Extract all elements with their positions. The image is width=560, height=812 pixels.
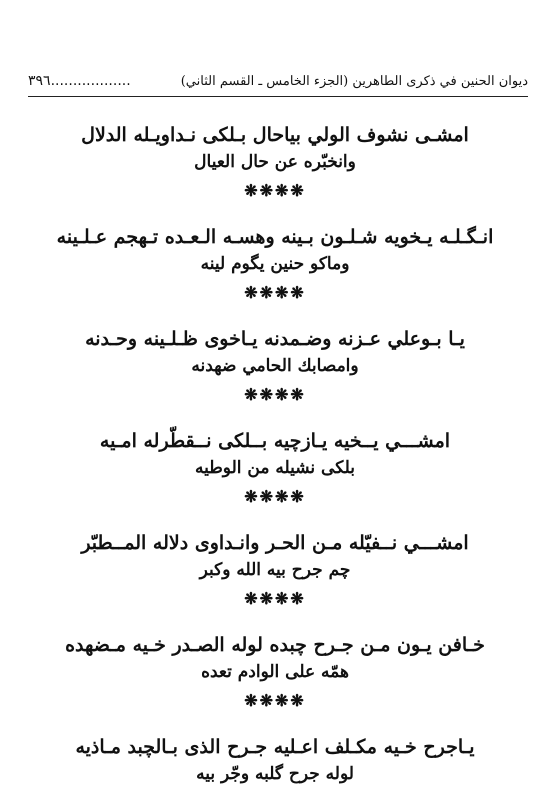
header-rule: [28, 96, 528, 97]
stanza-first-line: يـاجرح خـيه مكـلف اعـليه جـرح الذى بـالچبد مـاذيه: [75, 736, 475, 758]
stanza-separator: ❋❋❋❋: [244, 486, 306, 506]
stanza: [40, 610, 510, 712]
stanza-first-line: امشـــي نــفيّله مـن الحـر وانـداوى دلاله المــطبّر: [81, 532, 469, 554]
stanza-second-line: وماكو حنين يگوم لينه: [200, 254, 350, 274]
stanza: [40, 100, 510, 202]
stanza: [40, 304, 510, 406]
stanza-first-line: امشـى نشوف الولي بياحال بـلكى نـداويـله الدلال: [81, 124, 469, 146]
poem-body: [40, 100, 510, 790]
leader-dots: ..................: [50, 73, 131, 89]
stanza-separator: ❋❋❋❋: [244, 384, 306, 404]
stanza-first-line: انـگـلـه يـخويه شـلـون بـينه وهسـه الـعـده تـهجم عـلـينه: [56, 226, 494, 248]
stanza-second-line: لوله جرح گلبه وجّر بيه: [196, 764, 354, 784]
stanza-first-line: امشـــي يــخيه يـازچيه بــلكى نــقطّرله امـيه: [99, 430, 451, 452]
stanza: [40, 202, 510, 304]
running-header: [28, 70, 528, 92]
stanza: [40, 406, 510, 508]
stanza-separator: ❋❋❋❋: [244, 180, 306, 200]
stanza-first-line: خـافن يـون مـن جـرح چبده لوله الصـدر خـيه مـضهده: [65, 634, 485, 656]
page-number: [28, 73, 131, 89]
stanza-second-line: همّه على الوادم تعده: [201, 662, 349, 682]
stanza: [40, 508, 510, 610]
stanza-second-line: وامصابك الحامي ضهدنه: [191, 356, 359, 376]
stanza-first-line: يـا بـوعلي عـزنه وضـمدنه يـاخوى ظـلـينه وحـدنه: [85, 328, 465, 350]
stanza-separator: ❋❋❋❋: [244, 588, 306, 608]
page-number-value: ٣٩٦: [28, 73, 51, 89]
stanza-second-line: بلكى نشيله من الوطيه: [195, 458, 355, 478]
running-title: ديوان الحنين في ذكرى الطاهرين (الجزء الخامس ـ القسم الثاني): [180, 73, 528, 89]
stanza: [40, 712, 510, 790]
stanza-separator: ❋❋❋❋: [244, 690, 306, 710]
stanza-second-line: وانخبّره عن حال العيال: [194, 152, 356, 172]
stanza-second-line: چم جرح بيه الله وكبر: [199, 560, 351, 580]
stanza-separator: ❋❋❋❋: [244, 282, 306, 302]
